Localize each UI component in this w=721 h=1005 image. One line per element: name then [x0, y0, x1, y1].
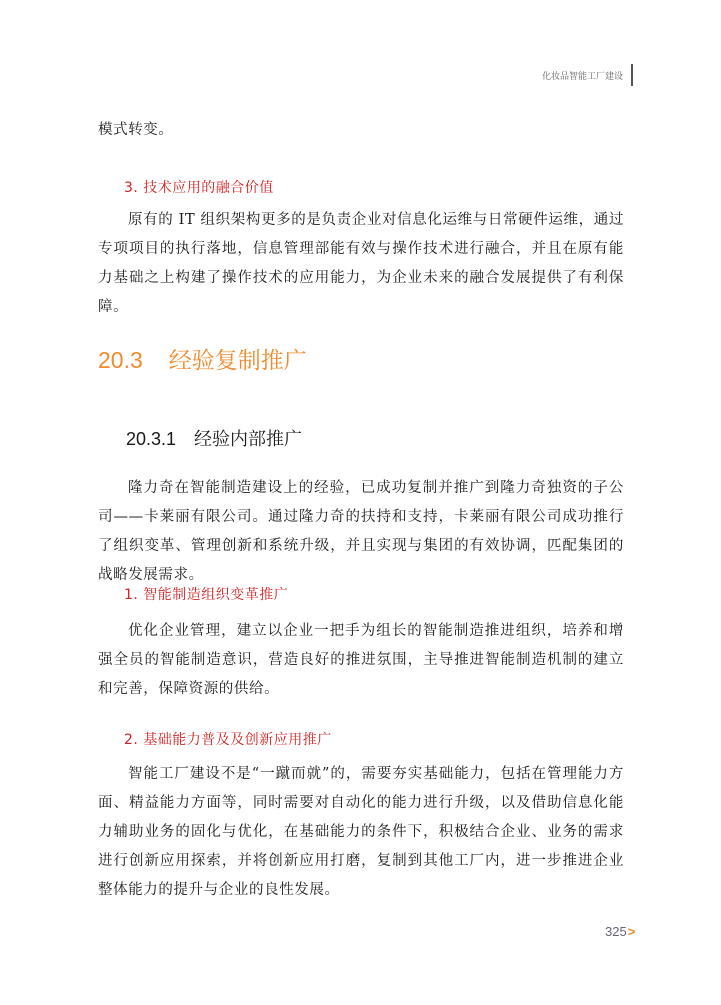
- subsection-number: 20.3.1: [126, 429, 177, 449]
- section-number: 20.3: [98, 347, 143, 373]
- section-title: 经验复制推广: [168, 347, 307, 373]
- carryover-paragraph: 模式转变。: [98, 122, 174, 138]
- header-divider: [631, 64, 633, 86]
- running-header: [542, 64, 633, 86]
- section-heading: [98, 342, 307, 375]
- page-number: [605, 924, 635, 939]
- running-title: 化妆品智能工厂建设: [541, 71, 623, 82]
- item-heading-1: 1. 智能制造组织变革推广: [124, 587, 289, 603]
- item-body-3: 原有的 IT 组织架构更多的是负责企业对信息化运维与日常硬件运维，通过专项项目的执行落地，信息管理部能有效与操作技术进行融合，并且在原有能力基础之上构建了操作技术的应用能力，为企业未来的融合发展提供了有利保障。: [98, 212, 624, 315]
- item-heading-3: 3. 技术应用的融合价值: [124, 180, 274, 196]
- item-body-2: 智能工厂建设不是“一蹴而就”的，需要夯实基础能力，包括在管理能力方面、精益能力方面等，同时需要对自动化的能力进行升级，以及借助信息化能力辅助业务的固化与优化，在基础能力的条件下，积极结合企业、业务的需求进行创新应用探索，并将创新应用打磨，复制到其他工厂内，进一步推进企业整体能力的提升与企业的良性发展。: [98, 766, 624, 898]
- subsection-heading: [126, 425, 302, 451]
- page-number-value: 325: [605, 924, 627, 939]
- next-arrow-icon: >: [627, 924, 636, 939]
- subsection-title: 经验内部推广: [194, 429, 303, 449]
- intro-paragraph: 隆力奇在智能制造建设上的经验，已成功复制并推广到隆力奇独资的子公司——卡莱丽有限公司。通过隆力奇的扶持和支持，卡莱丽有限公司成功推行了组织变革、管理创新和系统升级，并且实现与集团的有效协调，匹配集团的战略发展需求。: [98, 480, 624, 583]
- item-heading-2: 2. 基础能力普及及创新应用推广: [124, 732, 332, 748]
- item-body-1: 优化企业管理，建立以企业一把手为组长的智能制造推进组织，培养和增强全员的智能制造意识，营造良好的推进氛围，主导推进智能制造机制的建立和完善，保障资源的供给。: [98, 623, 624, 697]
